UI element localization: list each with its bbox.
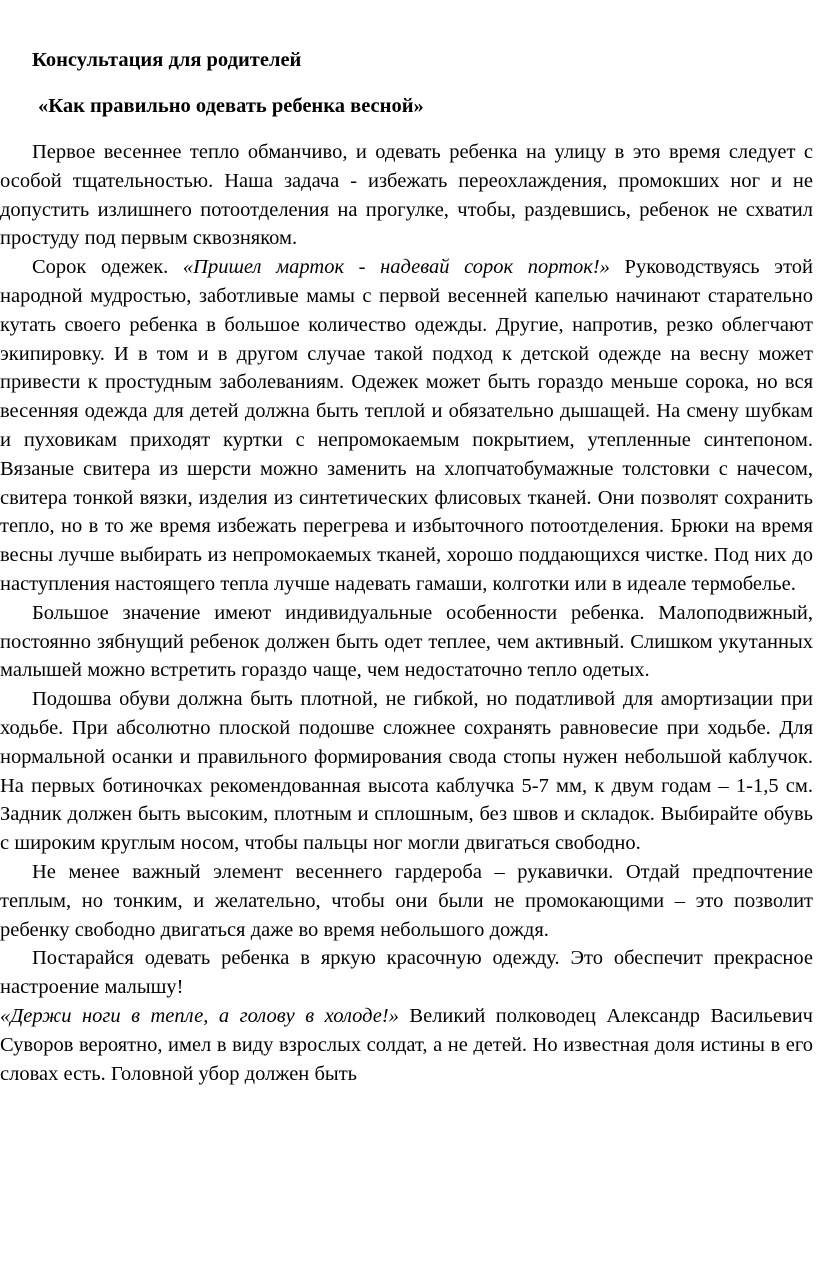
paragraph-lead: Сорок одежек. xyxy=(32,256,183,279)
paragraph-mittens xyxy=(0,858,813,944)
paragraph-text: Великий полководец Александр Васильевич Суворов вероятно, имел в виду взрослых солдат, а не детей. Но известная доля истины в его словах есть. Головной убор должен быть xyxy=(0,1004,813,1085)
paragraph-bright-clothes xyxy=(0,944,813,1002)
paragraph-individual-features xyxy=(0,599,813,685)
document-body xyxy=(0,138,813,1088)
suvorov-quote: «Держи ноги в тепле, а голову в холоде!» xyxy=(0,1004,399,1027)
paragraph-text: Подошва обуви должна быть плотной, не гибкой, но податливой для амортизации при ходьбе. При абсолютно плоской подошве сложнее сохранять равновесие при ходьбе. Для нормальной осанки и правильного формирования свода стопы нужен небольшой каблучок. На первых ботиночках рекомендованная высота каблучка 5-7 мм, к двум годам – 1-1,5 см. Задник должен быть высоким, плотным и сплошным, без швов и складок. Выбирайте обувь с широким круглым носом, чтобы пальцы ног могли двигаться свободно. xyxy=(0,688,813,855)
paragraph-text: Большое значение имеют индивидуальные особенности ребенка. Малоподвижный, постоянно зябнущий ребенок должен быть одет теплее, чем активный. Слишком укутанных малышей можно встретить гораздо чаще, чем недостаточно тепло одетых. xyxy=(0,601,813,682)
document-title: Консультация для родителей xyxy=(32,49,302,71)
folk-saying-quote: «Пришел марток - надевай сорок порток!» xyxy=(182,256,610,279)
paragraph-intro xyxy=(0,138,813,253)
paragraph-text: Первое весеннее тепло обманчиво, и одевать ребенка на улицу в это время следует с особой тщательностью. Наша задача - избежать переохлаждения, промокших ног и не допустить излишнего потоотделения на прогулке, чтобы, раздевшись, ребенок не схватил простуду под первым сквозняком. xyxy=(0,141,813,250)
paragraph-shoes xyxy=(0,685,813,858)
paragraph-forty-clothes xyxy=(0,253,813,599)
paragraph-text: Руководствуясь этой народной мудростью, заботливые мамы с первой весенней капелью начинают старательно кутать своего ребенка в большое количество одежды. Другие, напротив, резко облегчают экипировку. И в том и в другом случае такой подход к детской одежде на весну может привести к простудным заболеваниям. Одежек может быть гораздо меньше сорока, но вся весенняя одежда для детей должна быть теплой и обязательно дышащей. На смену шубкам и пуховикам приходят куртки с непромокаемым покрытием, утепленные синтепоном. Вязаные свитера из шерсти можно заменить на хлопчатобумажные толстовки с начесом, свитера тонкой вязки, изделия из синтетических флисовых тканей. Они позволят сохранить тепло, но в то же время избежать перегрева и избыточного потоотделения. Брюки на время весны лучше выбирать из непромокаемых тканей, хорошо поддающихся чистке. Под них до наступления настоящего тепла лучше надевать гамаши, колготки или в идеале термобелье. xyxy=(0,256,813,595)
document-subtitle: «Как правильно одевать ребенка весной» xyxy=(38,95,424,117)
paragraph-text: Не менее важный элемент весеннего гардероба – рукавички. Отдай предпочтение теплым, но тонким, и желательно, чтобы они были не промокающими – это позволит ребенку свободно двигаться даже во время небольшого дождя. xyxy=(0,860,813,941)
paragraph-suvorov xyxy=(0,1002,813,1088)
paragraph-text: Постарайся одевать ребенка в яркую красочную одежду. Это обеспечит прекрасное настроение малышу! xyxy=(0,947,813,999)
